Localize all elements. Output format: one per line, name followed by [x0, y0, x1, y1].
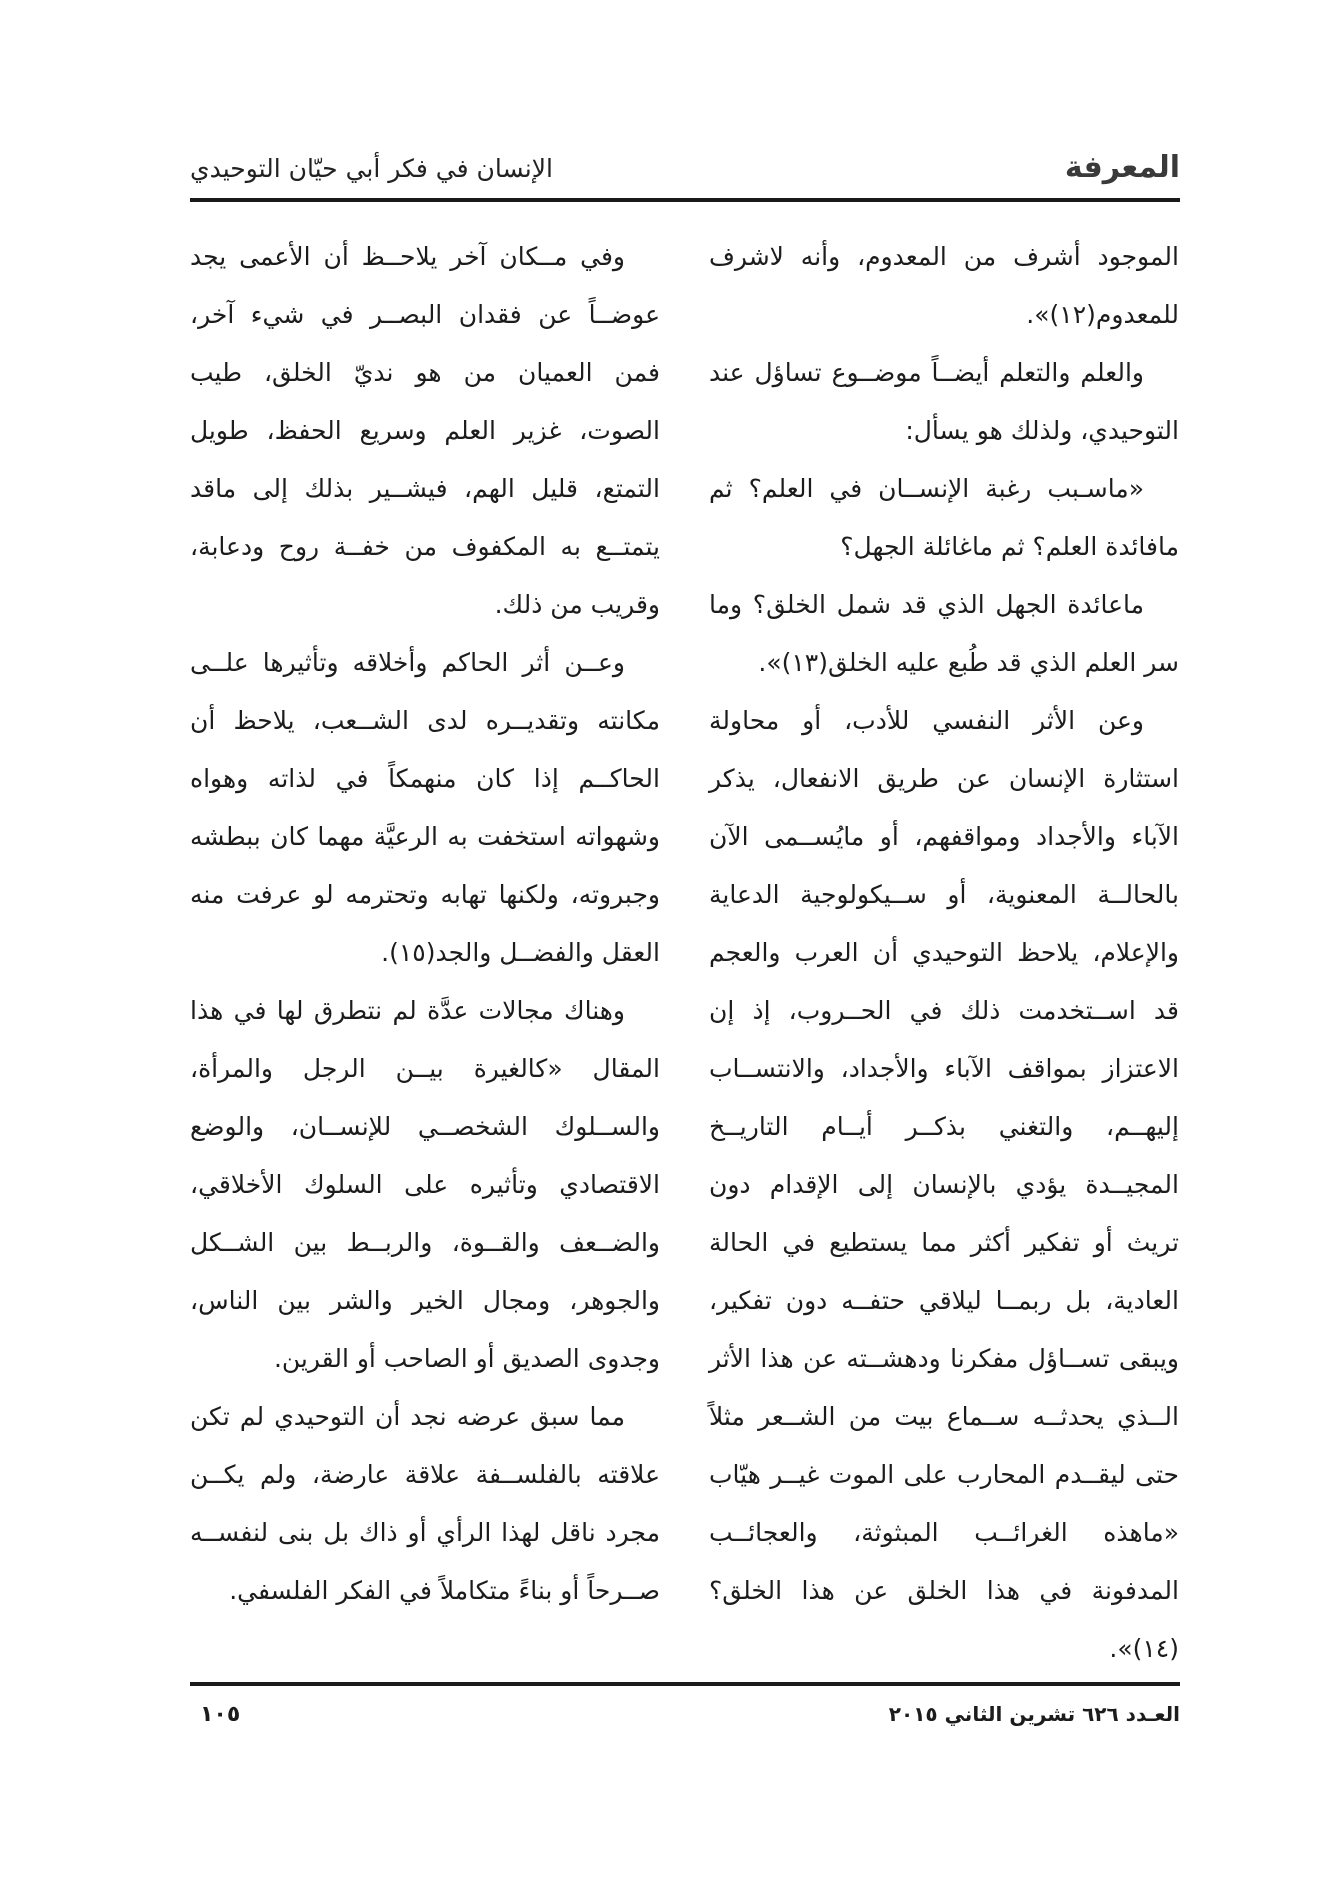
paragraph: وعن الأثر النفسي للأدب، أو محاولة استثارة الإنسان عن طريق الانفعال، يذكر الآباء والأجداد ومواقفهم، أو مايُســمى الآن بالحالــة المعنوية، أو ســيكولوجية الدعاية والإعلام، يلاحظ التوحيدي أن العرب والعجم قد اســتخدمت ذلك في الحــروب، إذ إن الاعتزاز بمواقف الآباء والأجداد، والانتســاب إليهــم، والتغني بذكــر أيــام التاريــخ المجيــدة يؤدي بالإنسان إلى الإقدام دون تريث أو تفكير أكثر مما يستطيع في الحالة العادية، بل ربمــا ليلاقي حتفــه دون تفكير، ويبقى تســاؤل مفكرنا ودهشــته عن هذا الأثر الــذي يحدثــه ســماع بيت من الشــعر مثلاً حتى ليقــدم المحارب على الموت غيــر هيّاب «ماهذه الغرائــب المبثوثة، والعجائــب المدفونة في هذا الخلق عن هذا الخلق؟(١٤)». — [709, 706, 1179, 1663]
left-column — [190, 228, 660, 1620]
running-title: الإنسان في فكر أبي حيّان التوحيدي — [190, 154, 553, 183]
paragraph: مما سبق عرضه نجد أن التوحيدي لم تكن علاقته بالفلســفة علاقة عارضة، ولم يكــن مجرد ناقل لهذا الرأي أو ذاك بل بنى لنفســه صــرحاً أو بناءً متكاملاً في الفكر الفلسفي. — [190, 1402, 660, 1605]
page-header — [190, 148, 1180, 194]
paragraph: والعلم والتعلم أيضــاً موضــوع تساؤل عند التوحيدي، ولذلك هو يسأل: — [709, 358, 1179, 445]
paragraph: الموجود أشرف من المعدوم، وأنه لاشرف للمعدوم(١٢)». — [709, 242, 1179, 329]
paragraph: وعــن أثر الحاكم وأخلاقه وتأثيرها علــى مكانته وتقديــره لدى الشــعب، يلاحظ أن الحاكــم إذا كان منهمكاً في لذاته وهواه وشهواته استخفت به الرعيَّة مهما كان ببطشه وجبروته، ولكنها تهابه وتحترمه لو عرفت منه العقل والفضــل والجد(١٥). — [190, 648, 660, 967]
page-footer — [190, 1702, 1180, 1742]
page-number: ١٠٥ — [200, 1702, 241, 1727]
right-column — [709, 228, 1179, 1678]
quote-paragraph: ماعائدة الجهل الذي قد شمل الخلق؟ وما سر العلم الذي قد طُبع عليه الخلق(١٣)». — [709, 590, 1179, 677]
issue-info: العـدد ٦٢٦ تشرين الثاني ٢٠١٥ — [888, 1702, 1180, 1726]
paragraph: وهناك مجالات عدَّة لم نتطرق لها في هذا المقال «كالغيرة بيــن الرجل والمرأة، والســلوك الشخصــي للإنســان، والوضع الاقتصادي وتأثيره على السلوك الأخلاقي، والضــعف والقــوة، والربــط بين الشــكل والجوهر، ومجال الخير والشر بين الناس، وجدوى الصديق أو الصاحب أو القرين. — [190, 996, 660, 1373]
header-divider — [190, 198, 1180, 202]
footer-divider — [190, 1682, 1180, 1686]
quote-paragraph: «ماسـبب رغبة الإنســان في العلم؟ ثم مافائدة العلم؟ ثم ماغائلة الجهل؟ — [709, 474, 1179, 561]
magazine-logo: المعرفة — [1064, 150, 1180, 185]
paragraph: وفي مــكان آخر يلاحــظ أن الأعمى يجد عوضــاً عن فقدان البصــر في شيء آخر، فمن العميان من هو نديّ الخلق، طيب الصوت، غزير العلم وسريع الحفظ، طويل التمتع، قليل الهم، فيشــير بذلك إلى ماقد يتمتــع به المكفوف من خفــة روح ودعابة، وقريب من ذلك. — [190, 242, 660, 619]
